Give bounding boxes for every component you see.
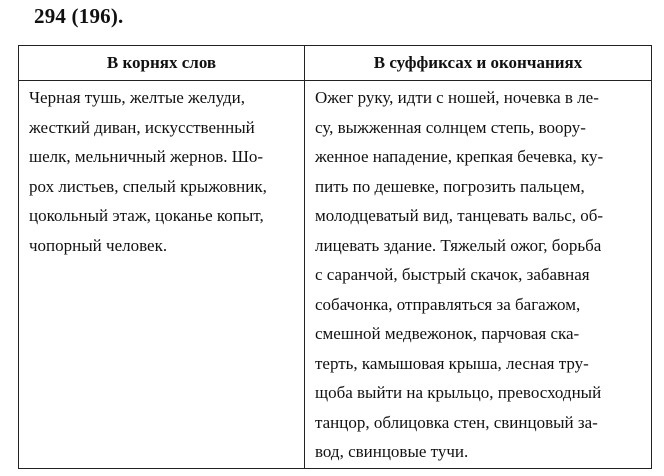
suffixes-line: женное нападение, крепкая бечевка, ку- [315,147,604,166]
suffixes-line: собачонка, отправляться за багажом, [315,294,581,314]
words-table [18,45,652,469]
suffixes-line: танцор, облицовка стен, свинцовый за- [315,412,598,432]
suffixes-line: молодцеватый вид, танцевать вальс, об- [315,206,604,225]
suffixes-endings-cell [305,81,652,469]
header-roots: В корнях слов [19,46,305,81]
suffixes-line: щоба выйти на крыльцо, превосходный [315,383,602,402]
table-row [19,81,652,469]
suffixes-line: Ожег руку, идти с ношей, ночевка в ле- [315,88,599,107]
suffixes-line: смешной медвежонок, парчовая ска- [315,324,580,343]
roots-line: цокольный этаж, цоканье копыт, [29,206,264,225]
roots-line: Черная тушь, желтые желуди, [29,88,246,107]
suffixes-line: су, выжженная солнцем степь, воору- [315,117,586,137]
suffixes-line: лицевать здание. Тяжелый ожог, борьба [315,235,602,255]
roots-line: шелк, мельничный жернов. Шо- [29,147,264,166]
roots-line: жесткий диван, искусственный [29,117,255,137]
roots-line: рох листьев, спелый крыжовник, [29,176,267,196]
roots-cell [19,81,305,469]
suffixes-line: пить по дешевке, погрозить пальцем, [315,176,585,196]
task-number: 294 (196). [34,4,124,28]
suffixes-line: вод, свинцовые тучи. [315,442,469,461]
header-suffixes-endings: В суффиксах и окончаниях [305,46,652,81]
suffixes-line: с саранчой, быстрый скачок, забавная [315,265,590,284]
suffixes-line: терть, камышовая крыша, лесная тру- [315,353,589,373]
roots-line: чопорный человек. [29,235,168,255]
table-header-row [19,46,652,81]
